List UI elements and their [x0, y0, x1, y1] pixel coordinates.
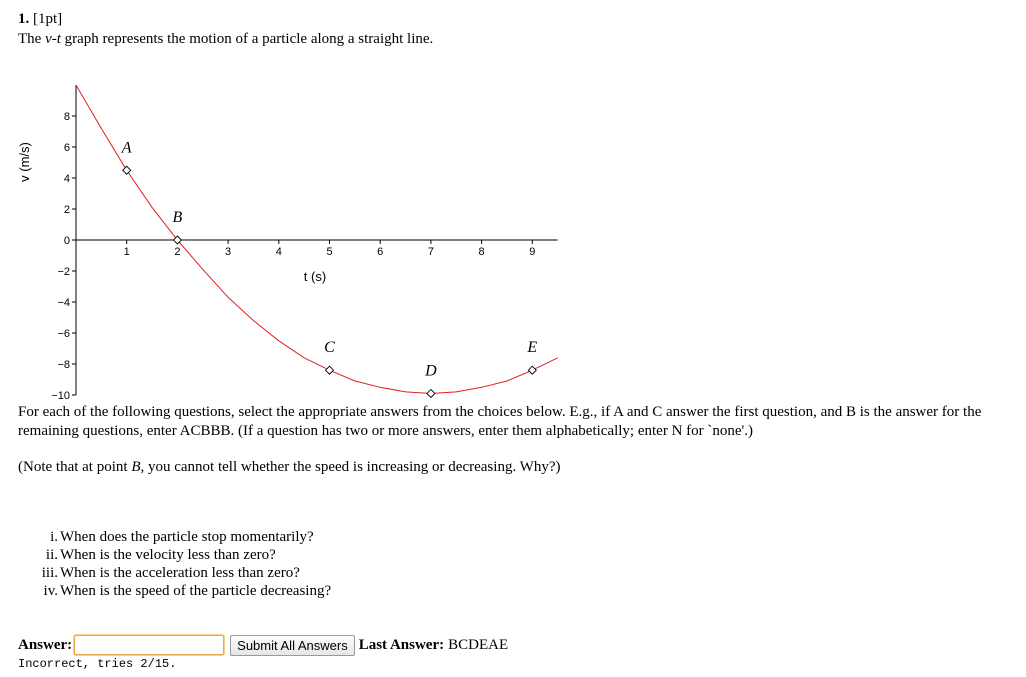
point-marker-d [427, 389, 435, 397]
y-tick-label: −8 [57, 359, 70, 371]
x-tick-label: 1 [123, 246, 130, 258]
instructions: For each of the following questions, select the appropriate answers from the choices below. E.g., if A and C answer the first question, and B is the answer for the remaining questions, enter ACBBB. (If a question has two or more answers, enter them alphabetically; enter N for `none'.) [18, 404, 982, 439]
question-list [30, 528, 331, 600]
question-number: iii. [41, 565, 58, 581]
problem-header [18, 10, 62, 28]
question-number: i. [50, 529, 58, 545]
question-item [30, 528, 331, 546]
last-answer-value: BCDEAE [448, 636, 509, 653]
point-label-e: E [527, 339, 538, 357]
x-tick-label: 3 [225, 246, 232, 258]
y-tick-label: −4 [57, 297, 70, 309]
answer-input[interactable] [74, 635, 224, 655]
problem-statement [18, 30, 433, 48]
point-label-b: B [172, 209, 183, 226]
x-tick-label: 9 [529, 246, 536, 258]
question-item [30, 564, 331, 582]
points-layer [121, 139, 538, 397]
point-marker-c [326, 366, 334, 374]
y-tick-label: −6 [57, 328, 70, 340]
statement-var: v-t [45, 31, 61, 47]
curve-layer [76, 85, 558, 394]
question-item [30, 582, 331, 600]
question-number: ii. [45, 547, 58, 563]
question-text: When is the speed of the particle decreasing? [60, 583, 332, 599]
note-before: (Note that at point [18, 459, 132, 475]
y-tick-label: 2 [63, 204, 70, 216]
y-tick-label: 6 [63, 142, 70, 154]
axes-layer [51, 85, 557, 402]
statement-after: graph represents the motion of a particle along a straight line. [60, 31, 434, 47]
y-tick-label: −10 [51, 390, 70, 402]
question-number: iv. [43, 583, 58, 599]
submit-all-answers-button[interactable]: Submit All Answers [230, 635, 355, 656]
point-label-a: A [121, 139, 132, 157]
x-tick-label: 4 [275, 246, 282, 258]
point-marker-a [123, 166, 131, 174]
problem-points: [1pt] [33, 11, 63, 27]
y-tick-label: 0 [63, 235, 70, 247]
problem-number: 1. [18, 11, 30, 27]
note [18, 458, 560, 477]
y-tick-label: 8 [63, 111, 70, 123]
y-tick-label: −2 [57, 266, 70, 278]
question-item [30, 546, 331, 564]
point-marker-e [528, 366, 536, 374]
y-axis-label: v (m/s) [17, 142, 32, 182]
last-answer-label: Last Answer: [358, 636, 445, 653]
status-message: Incorrect, tries 2/15. [18, 657, 177, 671]
question-text: When is the acceleration less than zero? [60, 565, 300, 581]
answer-label: Answer: [18, 636, 73, 653]
vt-graph [0, 80, 580, 410]
x-tick-label: 7 [427, 246, 434, 258]
question-text: When is the velocity less than zero? [60, 547, 276, 563]
note-after: , you cannot tell whether the speed is increasing or decreasing. Why?) [140, 459, 561, 475]
x-tick-label: 5 [326, 246, 333, 258]
note-point: B [131, 459, 141, 475]
statement-before: The [18, 31, 46, 47]
y-tick-label: 4 [63, 173, 70, 185]
answer-row [18, 634, 508, 656]
question-text: When does the particle stop momentarily? [60, 529, 314, 545]
x-tick-label: 6 [377, 246, 384, 258]
x-tick-label: 8 [478, 246, 485, 258]
x-tick-label: 2 [174, 246, 181, 258]
x-axis-label: t (s) [303, 269, 327, 284]
point-label-c: C [324, 339, 335, 357]
point-label-d: D [425, 362, 437, 380]
velocity-curve [76, 85, 558, 394]
